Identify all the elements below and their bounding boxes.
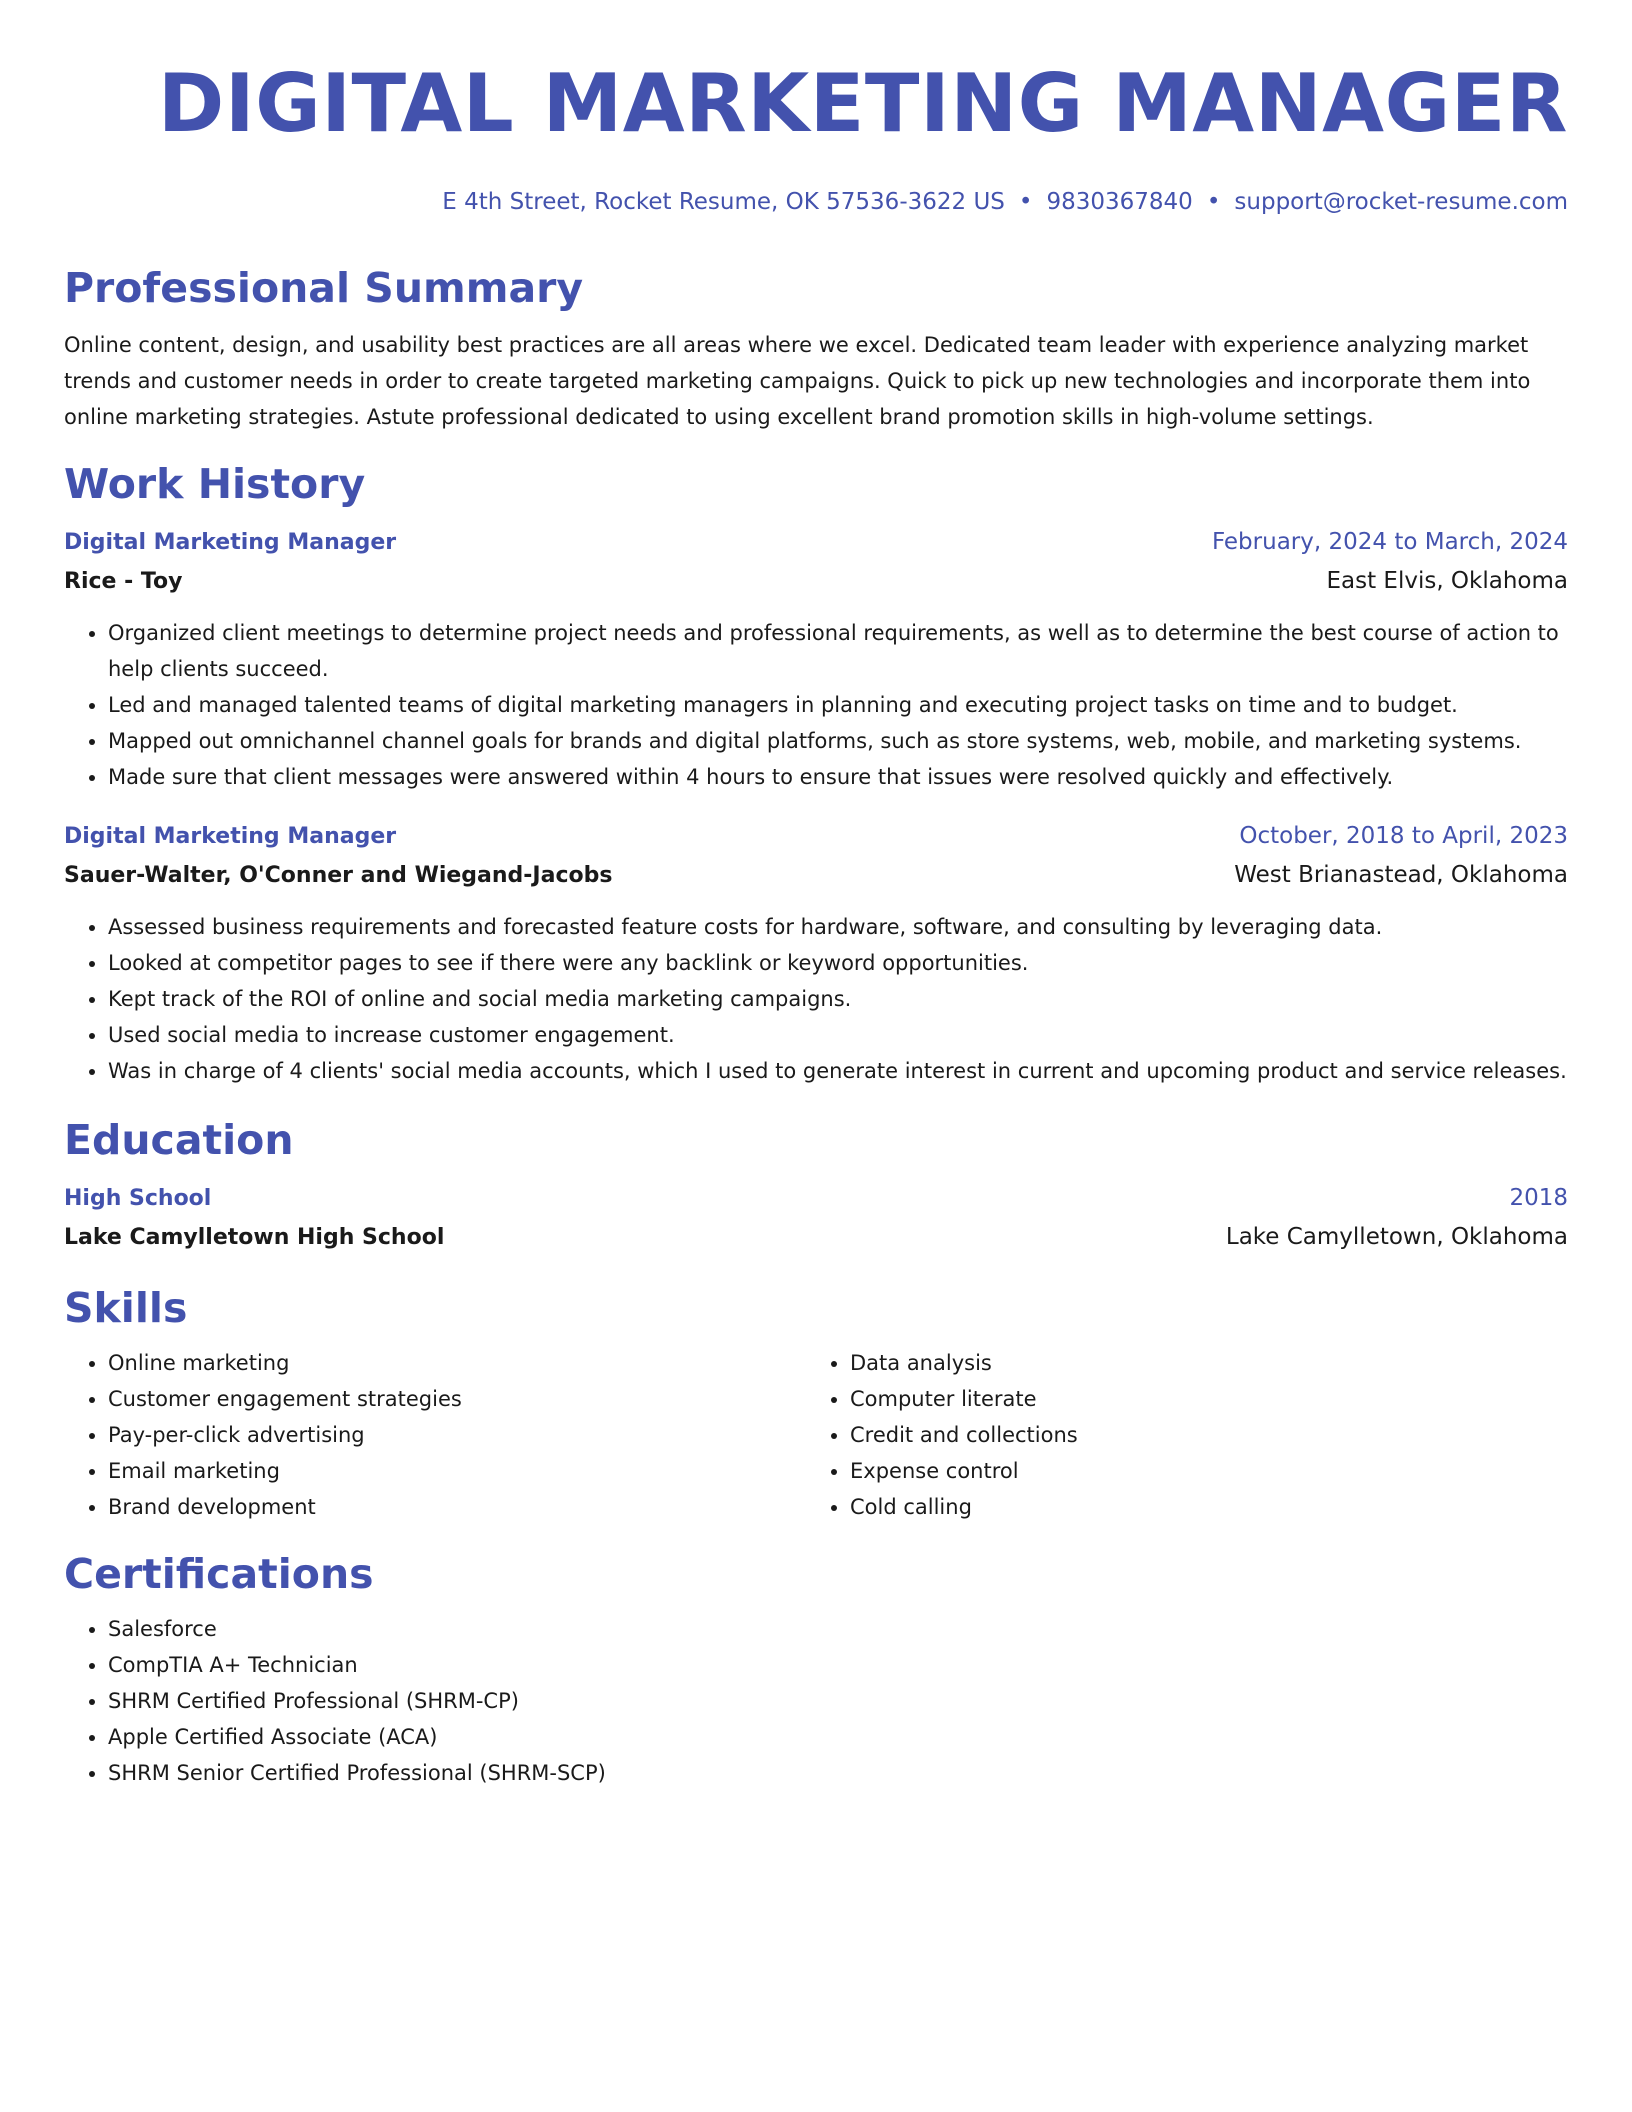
job-dates: October, 2018 to April, 2023: [1239, 823, 1568, 849]
job-entry: [64, 817, 1568, 1089]
list-item: • SHRM Certified Professional (SHRM-CP): [108, 1683, 1568, 1719]
job-company: Sauer-Walter, O'Conner and Wiegand-Jacobs: [64, 863, 613, 888]
list-item: • Kept track of the ROI of online and social media marketing campaigns.: [108, 981, 1568, 1017]
contact-line: [64, 186, 1568, 218]
summary-heading: Professional Summary: [64, 264, 584, 312]
list-item: • Led and managed talented teams of digital marketing managers in planning and executing project tasks on time and to budget.: [108, 687, 1568, 723]
list-item: • Made sure that client messages were answered within 4 hours to ensure that issues were resolved quickly and effectively.: [108, 759, 1568, 795]
list-item: • Used social media to increase customer engagement.: [108, 1017, 1568, 1053]
contact-separator: •: [1206, 189, 1221, 215]
job-role: Digital Marketing Manager: [64, 530, 397, 555]
job-entry: [64, 523, 1568, 795]
job-location: East Elvis, Oklahoma: [1326, 568, 1568, 594]
list-item: • Was in charge of 4 clients' social media accounts, which I used to generate interest in current and upcoming product and service releases.: [108, 1053, 1568, 1089]
resume-name: DIGITAL MARKETING MANAGER: [157, 57, 1568, 150]
list-item: • Pay-per-click advertising: [108, 1417, 806, 1453]
work-history-heading: Work History: [64, 460, 366, 508]
job-dates: February, 2024 to March, 2024: [1211, 529, 1568, 555]
job-bullets: [64, 615, 1568, 795]
list-item: • Mapped out omnichannel channel goals for brands and digital platforms, such as store systems, web, mobile, and marketing systems.: [108, 723, 1568, 759]
list-item: • Brand development: [108, 1489, 806, 1525]
list-item: • Computer literate: [850, 1381, 1548, 1417]
skills-columns: [64, 1335, 1568, 1525]
education-year: 2018: [1509, 1185, 1568, 1211]
certifications-list: [64, 1611, 1568, 1791]
certifications-heading: Certifications: [64, 1550, 374, 1598]
list-item: • SHRM Senior Certified Professional (SHRM-SCP): [108, 1755, 1568, 1791]
list-item: • Credit and collections: [850, 1417, 1548, 1453]
list-item: • Expense control: [850, 1453, 1548, 1489]
education-heading: Education: [64, 1116, 294, 1164]
education-location: Lake Camylletown, Oklahoma: [1225, 1224, 1568, 1250]
list-item: • Looked at competitor pages to see if there were any backlink or keyword opportunities.: [108, 945, 1568, 981]
education-school: Lake Camylletown High School: [64, 1225, 445, 1250]
skills-list-left: [64, 1345, 806, 1525]
job-role: Digital Marketing Manager: [64, 824, 397, 849]
contact-address: E 4th Street, Rocket Resume, OK 57536-3622 US: [442, 189, 1005, 215]
list-item: • Email marketing: [108, 1453, 806, 1489]
contact-phone: 9830367840: [1046, 189, 1193, 215]
list-item: • Salesforce: [108, 1611, 1568, 1647]
contact-separator: •: [1018, 189, 1033, 215]
skills-heading: Skills: [64, 1284, 188, 1332]
contact-email: support@rocket-resume.com: [1234, 189, 1568, 215]
job-bullets: [64, 909, 1568, 1089]
list-item: • Organized client meetings to determine project needs and professional requirements, as well as to determine the best course of action to help clients succeed.: [108, 615, 1568, 687]
summary-text: Online content, design, and usability best practices are all areas where we excel. Dedicated team leader with experience analyzing market trends and customer needs in order to create targeted marketing campaigns. Quick to pick up new technologies and incorporate them into online marketing strategies. Astute professional dedicated to using excellent brand promotion skills in high-volume settings.: [64, 333, 1531, 429]
list-item: • Data analysis: [850, 1345, 1548, 1381]
resume-page: [64, 50, 1568, 1791]
education-degree: High School: [64, 1186, 212, 1211]
job-location: West Brianastead, Oklahoma: [1234, 862, 1568, 888]
job-company: Rice - Toy: [64, 569, 183, 594]
list-item: • Customer engagement strategies: [108, 1381, 806, 1417]
list-item: • Online marketing: [108, 1345, 806, 1381]
education-entry: [64, 1179, 1568, 1257]
skills-list-right: [806, 1345, 1548, 1525]
list-item: • CompTIA A+ Technician: [108, 1647, 1568, 1683]
list-item: • Apple Certified Associate (ACA): [108, 1719, 1568, 1755]
list-item: • Assessed business requirements and forecasted feature costs for hardware, software, and consulting by leveraging data.: [108, 909, 1568, 945]
list-item: • Cold calling: [850, 1489, 1548, 1525]
